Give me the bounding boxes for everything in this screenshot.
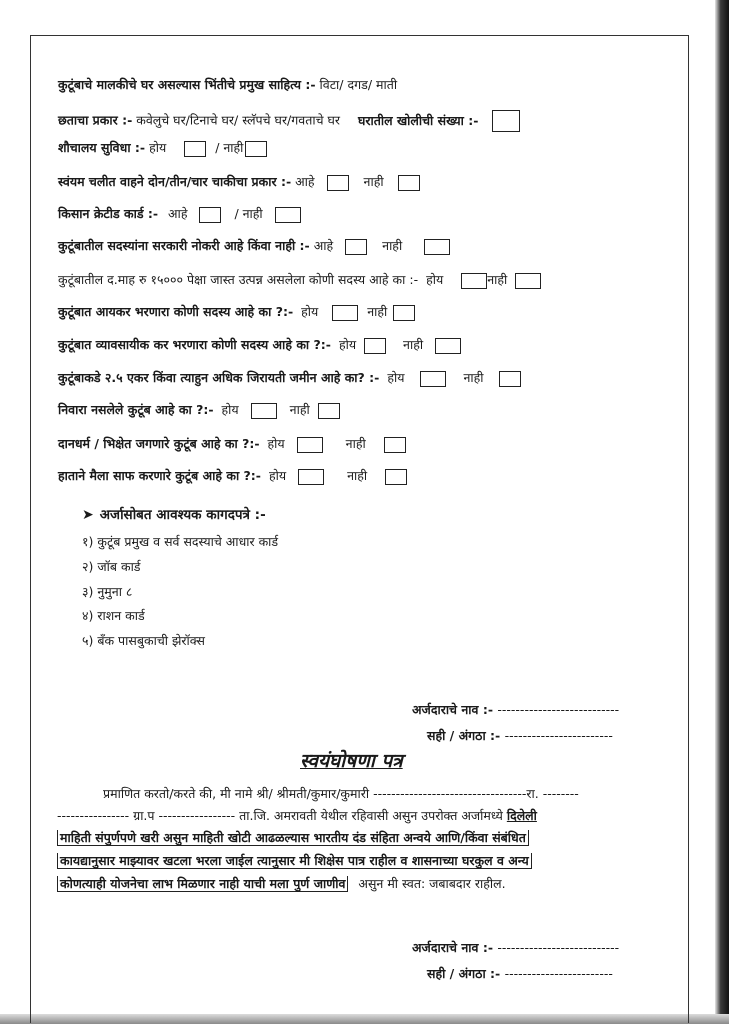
question-land — [58, 370, 526, 387]
question-wall-material — [58, 77, 397, 93]
question-roof-type — [58, 110, 525, 132]
question-label: हाताने मैला साफ करणारे कुटूंब आहे का ?:- — [58, 468, 261, 483]
no-checkbox[interactable] — [515, 273, 541, 289]
question-professional-tax — [58, 337, 466, 354]
answer-options: विटा/ दगड/ माती — [319, 77, 398, 92]
question-shelterless — [58, 402, 345, 419]
declaration-line-3-text: माहिती संपुर्णपणे खरी असुन माहिती खोटी आढळल्यास भारतीय दंड संहिता अन्वये आणि/किंवा संबंधित — [57, 830, 529, 846]
no-checkbox[interactable] — [275, 207, 301, 223]
document-item: ३) नुमुना ८ — [82, 584, 133, 599]
yes-label: आहे — [168, 206, 188, 221]
question-label: स्वंयम चलीत वाहने दोन/तीन/चार चाकीचा प्रकार :- — [58, 174, 292, 189]
no-label: नाही — [382, 238, 403, 253]
no-checkbox[interactable] — [424, 239, 450, 255]
yes-checkbox[interactable] — [332, 305, 358, 321]
yes-checkbox[interactable] — [297, 437, 323, 453]
question-label: किसान क्रेटीड कार्ड :- — [58, 206, 159, 221]
declaration-line-3 — [57, 827, 529, 849]
yes-label: आहे — [313, 238, 334, 253]
declaration-line-2-text: ---------------- ग्रा.प ----------------- ता.जि. अमरावती येथील रहिवासी असुन उपरोक्त अर्जामध्ये — [57, 808, 503, 823]
document-item: २) जॉब कार्ड — [82, 559, 141, 574]
applicant-name-label: अर्जदाराचे नाव :- — [412, 940, 494, 955]
applicant-name-label: अर्जदाराचे नाव :- — [412, 702, 494, 717]
question-label: छताचा प्रकार :- — [58, 112, 133, 128]
declaration-line-2 — [57, 805, 537, 827]
applicant-sign-label: सही / अंगठा :- — [427, 728, 501, 743]
no-checkbox[interactable] — [384, 437, 406, 453]
yes-label: होय — [426, 272, 444, 287]
no-label: / नाही — [234, 206, 263, 221]
no-label: नाही — [289, 402, 310, 417]
declaration-line-5-emphasis: कोणत्याही योजनेचा लाभ मिळणार नाही याची मला पुर्ण जाणीव — [57, 876, 348, 892]
no-label: नाही — [367, 304, 388, 319]
applicant-name-line[interactable]: --------------------------- — [497, 702, 620, 717]
question-begging — [58, 436, 411, 453]
no-checkbox[interactable] — [393, 305, 415, 321]
yes-label: होय — [338, 337, 357, 352]
yes-checkbox[interactable] — [251, 403, 277, 419]
no-label: नाही — [347, 468, 368, 483]
yes-label: होय — [221, 402, 239, 417]
question-income — [58, 272, 546, 289]
applicant-name-line[interactable]: --------------------------- — [497, 940, 620, 955]
applicant-sign-row-2 — [427, 966, 613, 982]
question-label: कुटूंबात व्यावसायीक कर भरणारा कोणी सदस्य आहे का ?:- — [58, 337, 331, 352]
question-toilet — [58, 140, 272, 157]
applicant-sign-row — [427, 728, 613, 744]
yes-checkbox[interactable] — [345, 239, 367, 255]
question-label: कुटूंबातील द.माह रु १५००० पेक्षा जास्त उत्पन्न असलेला कोणी सदस्य आहे का :- — [58, 272, 419, 287]
question-income-tax — [58, 304, 420, 321]
document-item: ५) बँक पासबुकाची झेरॉक्स — [82, 633, 205, 648]
room-count-box[interactable] — [492, 110, 520, 132]
page-edge-shadow — [715, 0, 729, 1024]
document-item: १) कुटूंब प्रमुख व सर्व सदस्याचे आधार कार्ड — [82, 534, 279, 549]
no-checkbox[interactable] — [385, 469, 407, 485]
no-label: नाही — [363, 174, 384, 189]
yes-checkbox[interactable] — [184, 141, 206, 157]
yes-checkbox[interactable] — [327, 175, 349, 191]
declaration-line-4 — [57, 850, 532, 872]
declaration-line-4-text: कायद्यानुसार माझ्यावर खटला भरला जाईल त्यानुसार मी शिक्षेस पात्र राहील व शासनाच्या घरकुल व अन्य — [57, 853, 532, 869]
applicant-sign-line[interactable]: ------------------------ — [504, 728, 613, 743]
question-govt-job — [58, 238, 455, 255]
document-item: ४) राशन कार्ड — [82, 608, 145, 623]
documents-heading-text: अर्जासोबत आवश्यक कागदपत्रे :- — [99, 507, 266, 523]
no-label: नाही — [345, 436, 366, 451]
no-label: / नाही — [215, 140, 244, 155]
yes-label: होय — [268, 468, 287, 483]
no-label: नाही — [463, 370, 484, 385]
yes-label: आहे — [295, 174, 315, 189]
no-checkbox[interactable] — [318, 403, 340, 419]
room-count-label: घरातील खोलीची संख्या :- — [358, 112, 479, 128]
yes-checkbox[interactable] — [420, 371, 446, 387]
applicant-sign-line[interactable]: ------------------------ — [504, 966, 613, 981]
question-label: शौचालय सुविधा :- — [58, 140, 146, 155]
no-label: नाही — [487, 272, 508, 287]
applicant-name-row-2 — [412, 940, 619, 956]
yes-label: होय — [301, 304, 319, 319]
question-label: दानधर्म / भिक्षेत जगणारे कुटूंब आहे का ?:- — [58, 436, 260, 451]
question-label: कुटूंबाचे मालकीचे घर असल्यास भिंतीचे प्रमुख साहित्य :- — [58, 77, 316, 92]
question-kisan-card — [58, 206, 306, 223]
arrow-bullet-icon: ➤ — [82, 507, 94, 523]
documents-heading — [82, 507, 266, 523]
question-vehicle — [58, 174, 425, 191]
no-checkbox[interactable] — [245, 141, 267, 157]
answer-options: कवेलुचे घर/टिनाचे घर/ स्लॅपचे घर/गवताचे घर — [136, 112, 341, 128]
question-label: कुटूंबातील सदस्यांना सरकारी नोकरी आहे किंवा नाही :- — [58, 238, 310, 253]
question-manual-scavenging — [58, 468, 412, 485]
question-label: कुटूंबाकडे २.५ एकर किंवा त्याहुन अधिक जिरायती जमीन आहे का? :- — [58, 370, 380, 385]
no-checkbox[interactable] — [435, 338, 461, 354]
declaration-line-5 — [57, 873, 506, 895]
yes-label: होय — [267, 436, 285, 451]
no-checkbox[interactable] — [499, 371, 521, 387]
applicant-sign-label: सही / अंगठा :- — [427, 966, 501, 981]
question-label: कुटूंबात आयकर भरणारा कोणी सदस्य आहे का ?:- — [58, 304, 294, 319]
yes-checkbox[interactable] — [199, 207, 221, 223]
declaration-line-5-text: असुन मी स्वत: जबाबदार राहील. — [358, 876, 506, 891]
yes-label: होय — [149, 140, 167, 155]
declaration-title: स्वयंघोषणा पत्र — [300, 750, 403, 772]
declaration-line-1: प्रमाणित करतो/करते की, मी नामे श्री/ श्रीमती/कुमार/कुमारी ----------------------------------रा. -------- — [103, 786, 579, 801]
yes-checkbox[interactable] — [364, 338, 386, 354]
yes-checkbox[interactable] — [461, 273, 487, 289]
yes-checkbox[interactable] — [298, 469, 324, 485]
yes-label: होय — [387, 370, 405, 385]
no-checkbox[interactable] — [398, 175, 420, 191]
declaration-line-2-emphasis: दिलेली — [506, 808, 537, 823]
applicant-name-row — [412, 702, 619, 718]
no-label: नाही — [403, 337, 424, 352]
question-label: निवारा नसलेले कुटूंब आहे का ?:- — [58, 402, 214, 417]
